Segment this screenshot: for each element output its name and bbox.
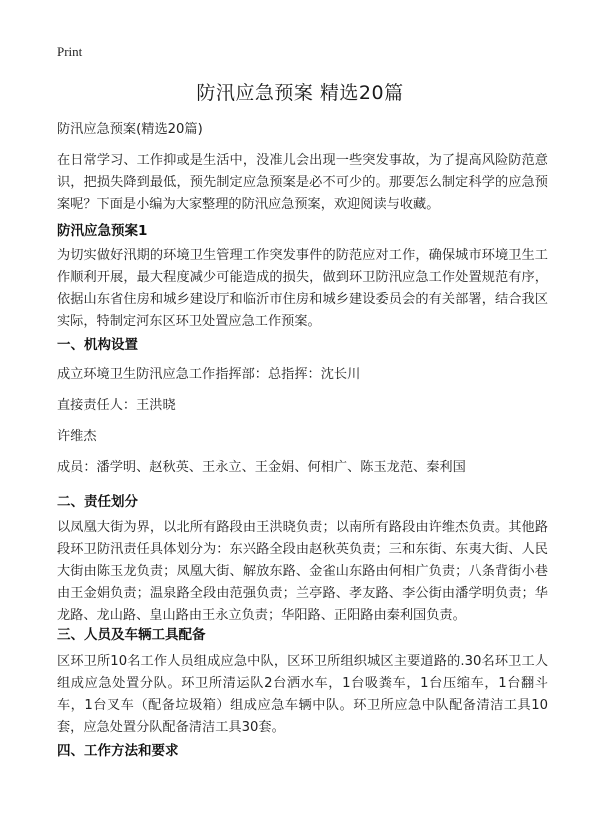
heading-methods: 四、工作方法和要求 bbox=[57, 743, 179, 759]
heading-organization: 一、机构设置 bbox=[57, 337, 138, 353]
paragraph-members: 成员：潘学明、赵秋英、王永立、王金娟、何相广、陈玉龙范、秦利国 bbox=[57, 460, 466, 475]
intro-paragraph: 在日常学习、工作抑或是生活中，没准儿会出现一些突发事故，为了提高风险防范意识，把损失降到最低，预先制定应急预案是必不可少的。那要怎么制定科学的应急预案呢？下面是小编为大家整理的防汛应急预案，欢迎阅读与收藏。 bbox=[57, 153, 548, 212]
heading-responsibility: 二、责任划分 bbox=[57, 494, 138, 510]
paragraph-personnel: 区环卫所10名工作人员组成应急中队，区环卫所组织城区主要道路的.30名环卫工人组成应急处置分队。环卫所清运队2台洒水车，1台吸粪车，1台压缩车，1台翻斗车，1台叉车（配备垃圾箱）组成应急车辆中队。环卫所应急中队配备清洁工具10套，应急处置分队配备清洁工具30套。 bbox=[57, 654, 548, 735]
heading-personnel: 三、人员及车辆工具配备 bbox=[57, 627, 206, 643]
document-subtitle: 防汛应急预案(精选20篇) bbox=[57, 122, 203, 137]
section-heading: 防汛应急预案1 bbox=[57, 223, 148, 239]
paragraph-commander: 成立环境卫生防汛应急工作指挥部：总指挥：沈长川 bbox=[57, 367, 361, 382]
paragraph-name: 许维杰 bbox=[57, 429, 97, 444]
paragraph-responsible: 直接责任人：王洪晓 bbox=[57, 398, 176, 413]
section-body: 为切实做好汛期的环境卫生管理工作突发事件的防范应对工作，确保城市环境卫生工作顺利开展，最大程度减少可能造成的损失，做到环卫防汛应急工作处置规范有序，依据山东省住房和城乡建设厅和临沂市住房和城乡建设委员会的有关部署，结合我区实际，特制定河东区环卫处置应急工作预案。 bbox=[57, 248, 548, 329]
paragraph-responsibility: 以凤凰大街为界，以北所有路段由王洪晓负责；以南所有路段由许维杰负责。其他路段环卫防汛责任具体划分为：东兴路全段由赵秋英负责；三和东街、东夷大街、人民大街由陈玉龙负责；凤凰大街、解放东路、金雀山东路由何相广负责；八条背街小巷由王金娟负责；温泉路全段由范强负责；兰亭路、孝友路、李公街由潘学明负责；华龙路、龙山路、皇山路由王永立负责；华阳路、正阳路由秦利国负责。 bbox=[57, 520, 548, 623]
page-title: 防汛应急预案 精选20篇 bbox=[196, 82, 404, 104]
print-link[interactable]: Print bbox=[57, 44, 83, 59]
